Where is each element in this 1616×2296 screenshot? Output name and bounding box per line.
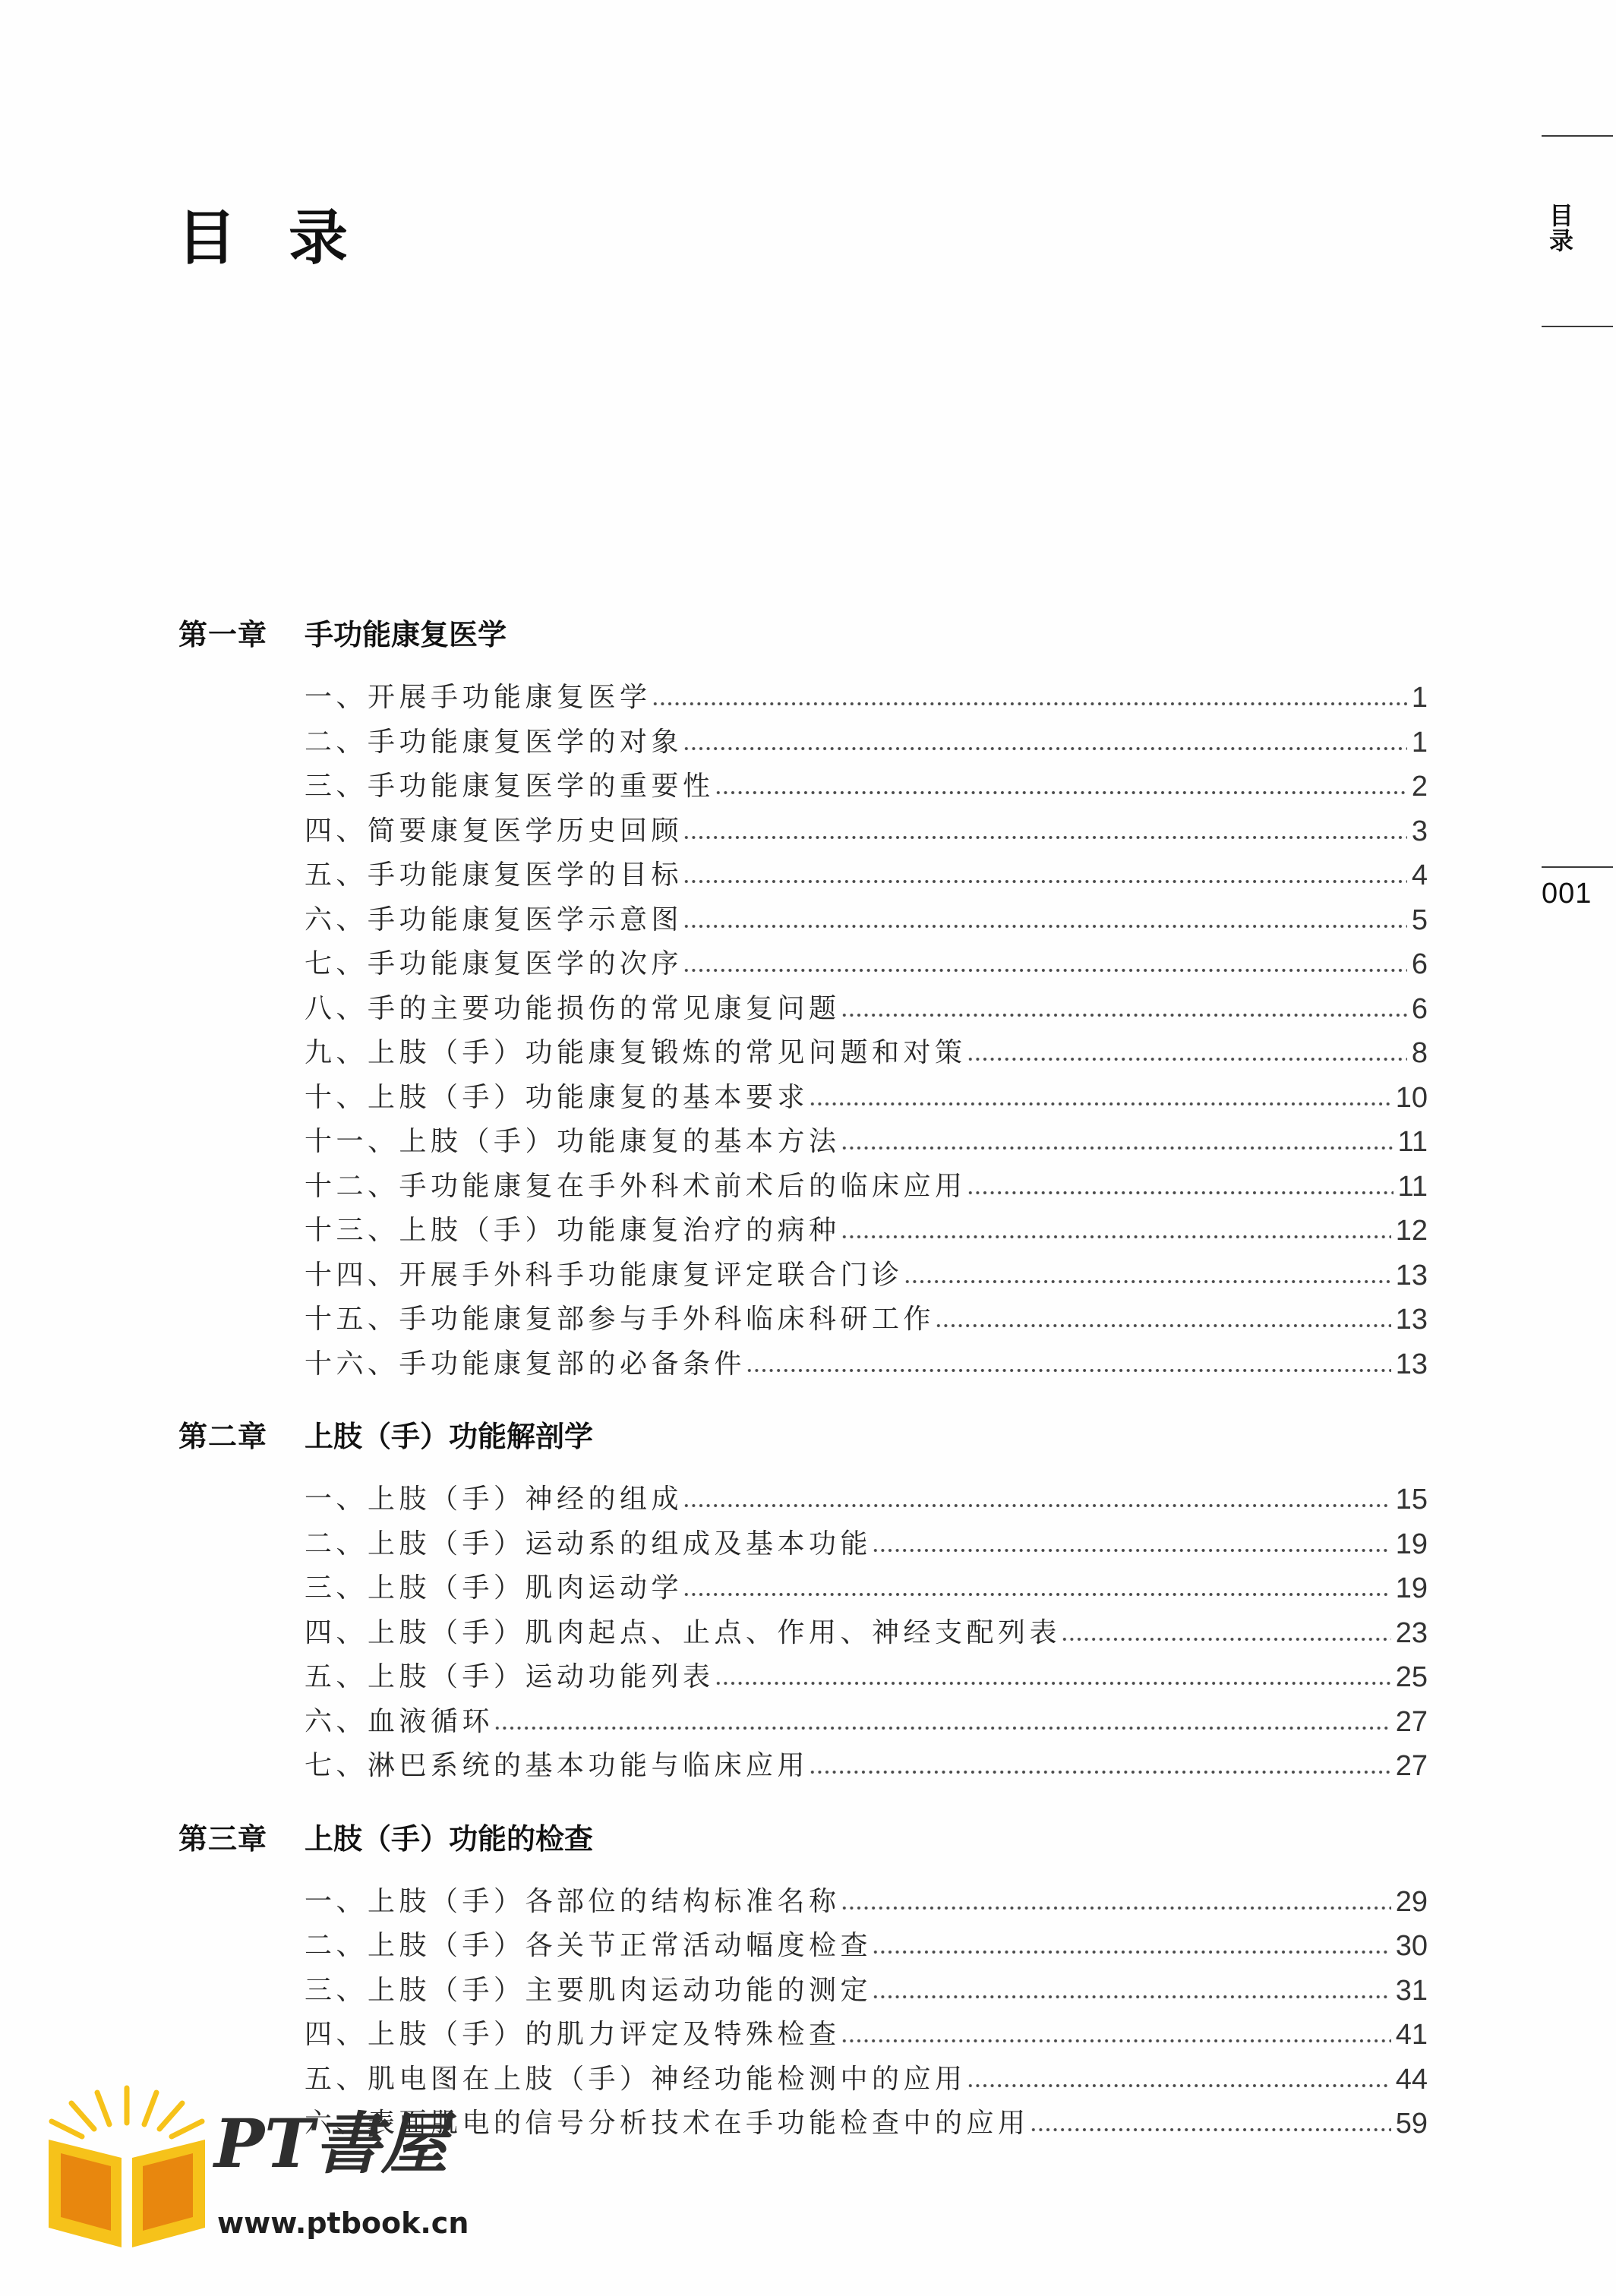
toc-entry-title: 一、上肢（手）各部位的结构标准名称 [305, 1885, 841, 1917]
toc-entry-title: 四、上肢（手）的肌力评定及特殊检查 [305, 2019, 841, 2050]
dot-leader [683, 1592, 1391, 1597]
toc-entry [305, 898, 1428, 943]
dot-leader [935, 1323, 1391, 1328]
toc-entry [305, 1031, 1428, 1076]
dot-leader [809, 1770, 1391, 1774]
toc-entry [305, 1700, 1428, 1745]
chapter-3 [178, 1817, 1428, 2146]
dot-leader [872, 1548, 1391, 1553]
toc-entry-title: 十六、手功能康复部的必备条件 [305, 1348, 746, 1380]
dot-leader [809, 1102, 1391, 1106]
toc-entry-page: 1 [1411, 682, 1428, 714]
toc-entry [305, 2013, 1428, 2058]
page-title: 目录 [177, 204, 401, 273]
toc-entry [305, 1342, 1428, 1387]
dot-leader [715, 1681, 1391, 1686]
toc-entry-page: 13 [1395, 1259, 1428, 1292]
chapter-2 [178, 1414, 1428, 1789]
toc-entry [305, 1566, 1428, 1611]
toc-entry-title: 四、简要康复医学历史回顾 [305, 815, 683, 847]
dot-leader [841, 1146, 1393, 1150]
toc-entry-title: 六、血液循环 [305, 1705, 494, 1737]
toc-entry-title: 十四、开展手外科手功能康复评定联合门诊 [305, 1259, 904, 1291]
toc-entry-title: 五、肌电图在上肢（手）神经功能检测中的应用 [305, 2063, 967, 2095]
toc-entry-page: 13 [1395, 1304, 1428, 1336]
toc-entry [305, 765, 1428, 809]
toc-entry-title: 十三、上肢（手）功能康复治疗的病种 [305, 1215, 841, 1246]
side-tab-bottom-rule [1542, 326, 1613, 327]
dot-leader [683, 835, 1407, 840]
toc-entry-page: 11 [1397, 1126, 1428, 1158]
dot-leader [1061, 1637, 1391, 1642]
toc-entry-page: 29 [1395, 1885, 1428, 1918]
toc-entry-page: 6 [1411, 948, 1428, 980]
logo-brand-text: PT書屋 [214, 2104, 448, 2183]
toc-entry [305, 987, 1428, 1032]
dot-leader [841, 1906, 1391, 1910]
table-of-contents [178, 613, 1428, 2175]
toc-entry [305, 1254, 1428, 1298]
toc-entry-page: 3 [1411, 815, 1428, 847]
side-tab-top-rule [1542, 135, 1613, 137]
toc-entry-title: 十二、手功能康复在手外科术前术后的临床应用 [305, 1170, 967, 1202]
chapter-title: 上肢（手）功能的检查 [305, 1821, 594, 1856]
toc-entry [305, 2102, 1428, 2146]
toc-entry-page: 5 [1411, 904, 1428, 936]
dot-leader [841, 1235, 1391, 1239]
toc-entry-title: 十一、上肢（手）功能康复的基本方法 [305, 1126, 841, 1157]
toc-entry [305, 676, 1428, 721]
toc-entry-page: 1 [1411, 726, 1428, 758]
toc-entry [305, 853, 1428, 898]
chapter-heading [178, 613, 1428, 658]
toc-entry-title: 三、上肢（手）主要肌肉运动功能的测定 [305, 1974, 873, 2006]
toc-entry [305, 1744, 1428, 1789]
toc-entry [305, 809, 1428, 854]
chapter-title: 上肢（手）功能解剖学 [305, 1420, 594, 1453]
toc-entry [305, 1120, 1428, 1165]
chapter-heading [178, 1817, 1428, 1862]
toc-entry [305, 1522, 1428, 1567]
toc-entry-page: 23 [1395, 1616, 1428, 1649]
page-number-rule [1542, 866, 1613, 868]
toc-entry-title: 七、手功能康复医学的次序 [305, 948, 683, 979]
toc-entry-title: 九、上肢（手）功能康复锻炼的常见问题和对策 [305, 1037, 967, 1068]
toc-entry-page: 8 [1411, 1037, 1428, 1069]
toc-entry-page: 10 [1395, 1081, 1428, 1114]
dot-leader [715, 790, 1407, 795]
dot-leader [683, 879, 1407, 884]
toc-entry [305, 1880, 1428, 1925]
toc-entry-page: 59 [1395, 2108, 1428, 2140]
dot-leader [967, 1191, 1393, 1195]
toc-entry-title: 三、手功能康复医学的重要性 [305, 771, 715, 802]
toc-entry [305, 1209, 1428, 1254]
toc-entry-page: 27 [1395, 1750, 1428, 1782]
toc-entry-title: 三、上肢（手）肌肉运动学 [305, 1572, 683, 1604]
toc-entry-title: 一、开展手功能康复医学 [305, 682, 652, 713]
chapter-label: 第三章 [178, 1821, 268, 1856]
toc-entry [305, 1924, 1428, 1969]
toc-entry-title: 一、上肢（手）神经的组成 [305, 1484, 683, 1515]
dot-leader [967, 2083, 1391, 2088]
toc-entry-page: 30 [1395, 1930, 1428, 1962]
toc-entry [305, 1298, 1428, 1342]
chapter-title: 手功能康复医学 [305, 618, 507, 651]
dot-leader [904, 1279, 1391, 1284]
toc-entry-page: 25 [1395, 1661, 1428, 1693]
toc-entry-title: 八、手的主要功能损伤的常见康复问题 [305, 992, 841, 1024]
dot-leader [494, 1726, 1391, 1730]
toc-entry-title: 六、表面肌电的信号分析技术在手功能检查中的应用 [305, 2108, 1030, 2139]
toc-entry-page: 15 [1395, 1484, 1428, 1515]
dot-leader [872, 1995, 1391, 1999]
page-number: 001 [1542, 878, 1592, 910]
toc-entry-page: 27 [1395, 1705, 1428, 1738]
dot-leader [683, 924, 1407, 929]
toc-entry [305, 1969, 1428, 2014]
toc-entry-title: 二、手功能康复医学的对象 [305, 726, 683, 758]
toc-entry-page: 6 [1411, 992, 1428, 1025]
toc-entry-page: 19 [1395, 1572, 1428, 1604]
dot-leader [683, 1503, 1391, 1508]
toc-entry-page: 31 [1395, 1974, 1428, 2007]
chapter-entries [178, 1478, 1428, 1789]
toc-entry-page: 13 [1395, 1348, 1428, 1380]
toc-entry [305, 2058, 1428, 2102]
toc-entry-title: 二、上肢（手）各关节正常活动幅度检查 [305, 1930, 873, 1961]
dot-leader [841, 2039, 1391, 2043]
toc-entry-title: 七、淋巴系统的基本功能与临床应用 [305, 1750, 810, 1781]
toc-entry-title: 十五、手功能康复部参与手外科临床科研工作 [305, 1304, 936, 1335]
chapter-1 [178, 613, 1428, 1386]
toc-entry-title: 五、手功能康复医学的目标 [305, 859, 683, 891]
toc-entry-page: 44 [1395, 2063, 1428, 2096]
toc-entry-page: 4 [1411, 859, 1428, 891]
open-book-icon [39, 2079, 214, 2249]
chapter-label: 第二章 [178, 1420, 268, 1453]
toc-entry [305, 1076, 1428, 1121]
side-tab-label: 目录 [1549, 201, 1574, 255]
toc-entry-title: 六、手功能康复医学示意图 [305, 904, 683, 935]
toc-entry-title: 五、上肢（手）运动功能列表 [305, 1661, 715, 1692]
toc-entry [305, 942, 1428, 987]
toc-entry-page: 12 [1395, 1215, 1428, 1247]
toc-entry-page: 2 [1411, 771, 1428, 803]
toc-entry-title: 四、上肢（手）肌肉起点、止点、作用、神经支配列表 [305, 1616, 1062, 1648]
dot-leader [872, 1950, 1391, 1954]
dot-leader [746, 1368, 1391, 1373]
dot-leader [1030, 2127, 1391, 2132]
toc-entry-page: 11 [1397, 1170, 1428, 1203]
logo-url-text: www.ptbook.cn [217, 2206, 469, 2240]
chapter-heading [178, 1414, 1428, 1459]
chapter-entries [178, 676, 1428, 1386]
toc-entry [305, 1611, 1428, 1656]
dot-leader [967, 1057, 1407, 1061]
dot-leader [683, 746, 1407, 751]
toc-entry [305, 1655, 1428, 1700]
dot-leader [841, 1013, 1407, 1017]
dot-leader [652, 702, 1407, 706]
toc-entry-page: 41 [1395, 2019, 1428, 2051]
chapter-label: 第一章 [178, 618, 268, 651]
toc-entry-title: 二、上肢（手）运动系的组成及基本功能 [305, 1528, 873, 1560]
toc-entry [305, 1165, 1428, 1210]
toc-entry [305, 1478, 1428, 1522]
toc-entry-page: 19 [1395, 1528, 1428, 1560]
dot-leader [683, 968, 1407, 973]
toc-entry-title: 十、上肢（手）功能康复的基本要求 [305, 1081, 810, 1113]
toc-entry [305, 721, 1428, 765]
